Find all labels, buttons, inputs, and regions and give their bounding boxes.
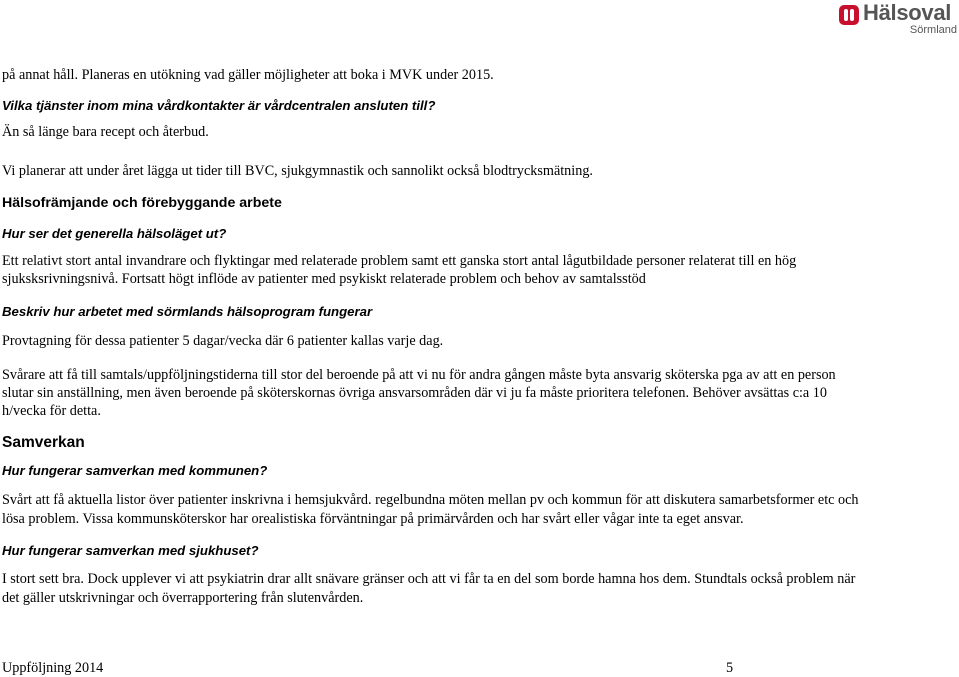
- paragraph-mvk: på annat håll. Planeras en utökning vad gäller möjligheter att boka i MVK under 2015.: [2, 67, 494, 83]
- logo-subtitle: Sörmland: [909, 24, 957, 36]
- question-health-status: Hur ser det generella hälsoläget ut?: [2, 226, 227, 241]
- halsoval-logo-icon: [839, 5, 859, 25]
- paragraph-followup-line2: slutar sin anställning, men även beroende på sköterskornas övriga ansvarsområden där vi ju fa måste prioritera telefonen. Behöver avsättas c:a 10: [2, 385, 827, 401]
- paragraph-hospital-line1: I stort sett bra. Dock upplever vi att psykiatrin drar allt snävare gränser och att vi får ta en del som borde hamna hos dem. Stundtals också problem när: [2, 571, 856, 587]
- question-municipality: Hur fungerar samverkan med kommunen?: [2, 463, 268, 478]
- paragraph-followup-line1: Svårare att få till samtals/uppföljningstiderna till stor del beroende på att vi nu för andra gången måste byta ansvarig sköterska pga av att en person: [2, 367, 836, 383]
- paragraph-sampling: Provtagning för dessa patienter 5 dagar/vecka där 6 patienter kallas varje dag.: [2, 333, 444, 349]
- paragraph-health-status-line1: Ett relativt stort antal invandrare och flyktingar med relaterade problem samt ett ganska stort antal lågutbildade personer relaterat till en hög: [2, 253, 797, 269]
- page-number: 5: [726, 660, 734, 676]
- heading-health-promotion: Hälsofrämjande och förebyggande arbete: [2, 195, 282, 211]
- paragraph-municipality-line1: Svårt att få aktuella listor över patienter inskrivna i hemsjukvård. regelbundna möten mellan pv och kommun för att diskutera samarbetsformer etc och: [2, 492, 859, 508]
- logo-name: Hälsoval: [863, 0, 952, 25]
- footer-title: Uppföljning 2014: [2, 660, 104, 676]
- question-hospital: Hur fungerar samverkan med sjukhuset?: [2, 543, 259, 558]
- halsoval-logo: [839, 0, 959, 37]
- question-health-program: Beskriv hur arbetet med sörmlands hälsoprogram fungerar: [2, 304, 373, 319]
- paragraph-health-status-line2: sjuksksrivningsnivå. Fortsatt högt inflöde av patienter med psykiskt relaterade problem och behov av samtalsstöd: [2, 271, 646, 287]
- paragraph-followup-line3: h/vecka för detta.: [2, 403, 101, 419]
- paragraph-plans: Vi planerar att under året lägga ut tider till BVC, sjukgymnastik och sannolikt också blodtrycksmätning.: [2, 163, 593, 179]
- paragraph-recept: Än så länge bara recept och återbud.: [2, 124, 209, 140]
- paragraph-hospital-line2: det gäller utskrivningar och överrapportering från slutenvården.: [2, 590, 364, 606]
- question-services: Vilka tjänster inom mina vårdkontakter är vårdcentralen ansluten till?: [2, 98, 436, 113]
- heading-samverkan: Samverkan: [2, 434, 85, 451]
- paragraph-municipality-line2: lösa problem. Vissa kommunsköterskor har orealistiska förväntningar på primärvården och har svårt eller vågar inte ta eget ansvar.: [2, 511, 744, 527]
